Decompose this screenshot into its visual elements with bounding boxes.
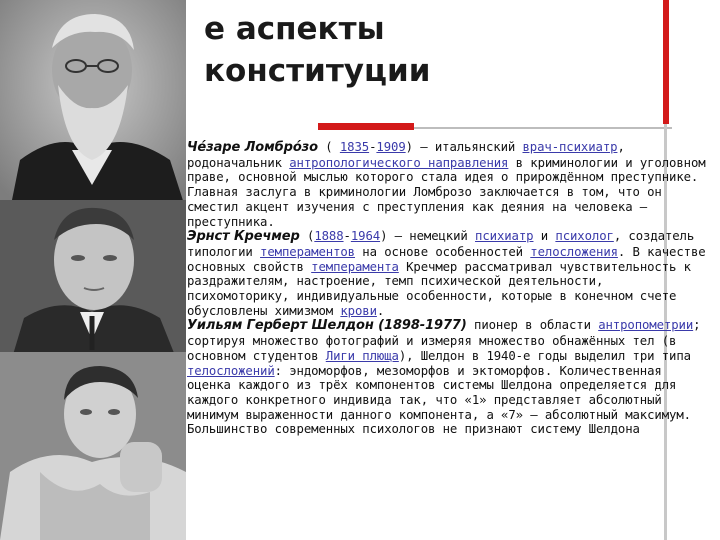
side-bar-red-top [663,0,669,124]
paragraph-sheldon [187,318,710,437]
text-segment: : эндоморфов, мезоморфов и эктоморфов. Количественная оценка каждого из трёх компонентов системы Шелдона определяется для каждого конкретного индивида так, что «1» представляет абсолютный минимум выраженности данного компонента, а «7» — абсолютный максимум. Большинство современных психологов не признают систему Шелдона [187,363,691,437]
text-segment: ( [317,140,340,154]
title-line-2: конституции [204,53,431,89]
wiki-link[interactable]: 1964 [350,229,381,244]
body-text [187,140,710,437]
text-segment: - [343,229,351,244]
slide-title [204,0,644,92]
text-segment: ( [299,229,315,244]
text-segment: ) — итальянский [405,140,523,154]
wiki-link[interactable]: психиатр [475,229,534,244]
person-name: Эрнст Кречмер [187,229,300,245]
person-name: Че́заре Ломбро́зо [187,140,318,155]
wiki-link[interactable]: темперамента [311,259,399,274]
person-name: Уильям Герберт Шелдон (1898-1977) [187,318,467,334]
text-segment: , родоначальник [187,140,625,170]
portrait-sheldon [0,352,186,540]
text-segment: ; сортируя множество фотографий и измеряя множество обнажённых тел (в основном студентов [187,318,701,363]
paragraph-lombroso [187,140,710,229]
wiki-link[interactable]: темпераментов [260,244,355,259]
title-line-0 [204,0,644,6]
text-segment: ) — немецкий [380,229,476,244]
text-segment: и [533,229,556,244]
text-segment: , создатель типологии [187,229,695,259]
title-line-1: е аспекты [204,11,385,47]
accent-bar-red [318,123,414,130]
wiki-link[interactable]: психолог [555,229,614,244]
portrait-kretschmer [0,200,186,358]
wiki-link[interactable]: антропологического направления [289,155,509,170]
text-segment: на основе особенностей [355,244,531,259]
accent-rule-gray [414,127,672,129]
wiki-link[interactable]: телосложений [187,363,275,378]
text-segment: пионер в области [466,318,599,333]
text-segment: в криминологии и уголовном праве, основной мыслью которого стала идея о прирождённом преступнике. Главная заслуга в криминологии Ломброзо заключается в том, что он сместил акцент изучения с преступления как деяния на человека — преступника. [187,155,706,229]
wiki-link[interactable]: 1888 [314,229,344,244]
wiki-link[interactable]: крови [340,303,377,318]
wiki-link[interactable]: Лиги плюща [325,348,399,363]
wiki-link[interactable]: антропометрии [598,318,694,333]
paragraph-kretschmer [187,229,710,318]
text-segment: ), Шелдон в 1940-е годы выделил три типа [398,348,691,363]
portrait-lombroso [0,0,186,210]
wiki-link[interactable]: 1835 [339,140,370,154]
text-segment: Кречмер рассматривал чувствительность к раздражителям, настроение, темп психической деятельности, психомоторику, индивидуальные особенности, которые в конечном счете обусловлены химизмом [187,259,691,318]
text-segment: . В качестве основных свойств [187,244,706,274]
wiki-link[interactable]: 1909 [376,140,406,154]
text-segment: - [369,140,377,154]
wiki-link[interactable]: врач-психиатр [522,140,618,154]
text-segment: . [376,303,385,318]
wiki-link[interactable]: телосложения [530,244,618,259]
